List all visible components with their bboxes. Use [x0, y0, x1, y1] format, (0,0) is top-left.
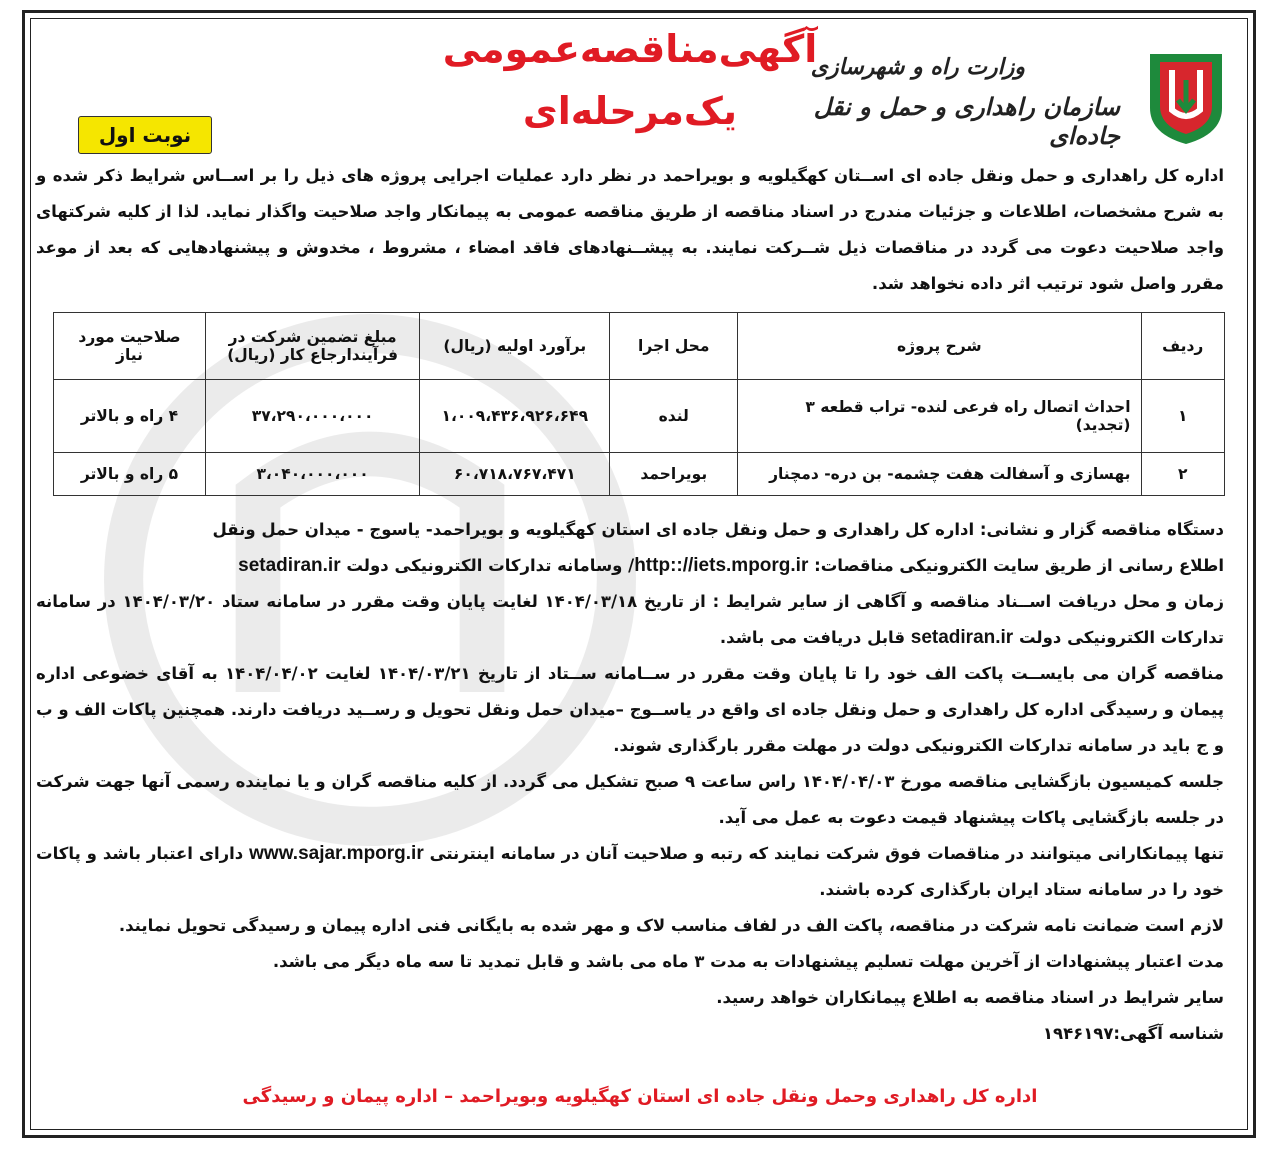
header-qualification: صلاحیت مورد نیاز — [54, 313, 206, 380]
title-line-1: آگهی‌مناقصه‌عمومی — [442, 27, 818, 71]
cell-row-number: ۲ — [1141, 453, 1224, 496]
envelope-submission: مناقصه گران می بایســت پاکت الف خود را تا پایان وقت مقرر در ســامانه ســتاد از تاریخ ۱۴۰۴/۰۳/۲۱ لغایت ۱۴۰۴/۰۴/۰۲ به آقای خضوعی اداره پیمان و رسیدگی اداره کل راهداری و حمل ونقل جاده ای واقع در یاســوج –میدان حمل ونقل تحویل و رســید دریافت دارند. همچنین پاکات الف و ب و ج باید در سامانه تدارکات الکترونیکی دولت در مهلت مقرر بارگذاری شوند. — [36, 664, 1224, 755]
header-guarantee: مبلغ تضمین شرکت در فرآیندارجاع کار (ریال) — [205, 313, 419, 380]
ministry-line-2: سازمان راهداری و حمل و نقل جاده‌ای — [813, 92, 1120, 150]
cell-estimate: ۱،۰۰۹،۴۳۶،۹۲۶،۶۴۹ — [420, 380, 610, 453]
title-line-2: یک‌مرحله‌ای — [522, 89, 738, 133]
document-receipt-text-2: قابل دریافت می باشد. — [719, 628, 911, 647]
other-conditions: سایر شرایط در اسناد مناقصه به اطلاع پیمانکاران خواهد رسید. — [716, 988, 1224, 1007]
header-description: شرح پروژه — [738, 313, 1141, 380]
eligibility-text: تنها پیمانکارانی میتوانند در مناقصات فوق شرکت نمایند که رتبه و صلاحیت آنان در سامانه اینترنتی — [423, 844, 1224, 863]
setadiran-link-2[interactable]: setadiran.ir — [910, 627, 1014, 648]
organizer-address: دستگاه مناقصه گزار و نشانی: اداره کل راهداری و حمل ونقل جاده ای استان کهگیلویه و بویراحمد- یاسوج - میدان حمل ونقل — [212, 520, 1224, 539]
intro-paragraph: اداره کل راهداری و حمل ونقل جاده ای اســتان کهگیلویه و بویراحمد در نظر دارد عملیات اجرایی پروژه های ذیل را بر اســاس شرایط ذکر شده و به شرح مشخصات، اطلاعات و جزئیات مندرج در اسناد مناقصه از طریق مناقصه عمومی به پیمانکار واجد صلاحیت واگذار نماید. لذا از کلیه شرکتهای واجد صلاحیت دعوت می گردد در مناقصات ذیل شــرکت نمایند. به پیشــنهادهای فاقد امضاء ، مشروط ، مخدوش و پیشنهادهایی که بعد از موعد مقرر واصل شود ترتیب اثر داده نخواهد شد. — [36, 166, 1224, 293]
iets-link[interactable]: http:://iets.mporg.ir — [634, 555, 809, 576]
page-title — [420, 18, 840, 142]
info-sites-text: اطلاع رسانی از طریق سایت الکترونیکی مناقصات: — [808, 556, 1224, 575]
cell-estimate: ۶۰،۷۱۸،۷۶۷،۴۷۱ — [420, 453, 610, 496]
sajar-link[interactable]: www.sajar.mporg.ir — [249, 843, 424, 864]
turn-badge: نوبت اول — [78, 116, 212, 154]
header — [40, 18, 1240, 148]
header-location: محل اجرا — [610, 313, 738, 380]
cell-guarantee: ۳،۰۴۰،۰۰۰،۰۰۰ — [205, 453, 419, 496]
body-text — [36, 512, 1224, 1052]
info-sites — [36, 548, 1224, 584]
cell-qualification: ۴ راه و بالاتر — [54, 380, 206, 453]
table-row — [54, 380, 1225, 453]
eligibility-text-2: دارای اعتبار باشد و پاکات خود را در سامانه ستاد ایران بارگذاری کرده باشند. — [36, 844, 1224, 899]
cell-description: بهسازی و آسفالت هفت چشمه- بن دره- دمچنار — [738, 453, 1141, 496]
document-receipt-text: زمان و محل دریافت اســناد مناقصه و آگاهی از سایر شرایط : از تاریخ ۱۴۰۴/۰۳/۱۸ لغایت پایان وقت مقرر در سامانه ستاد ۱۴۰۴/۰۳/۲۰ در سامانه تدارکات الکترونیکی دولت — [36, 592, 1224, 647]
cell-location: لنده — [610, 380, 738, 453]
cell-description: احداث اتصال راه فرعی لنده- تراب قطعه ۳ (تجدید) — [738, 380, 1141, 453]
signature: اداره کل راهداری وحمل ونقل جاده ای استان کهگیلویه وبویراحمد – اداره پیمان و رسیدگی — [242, 1086, 1038, 1107]
contractor-eligibility — [36, 836, 1224, 908]
cell-location: بویراحمد — [610, 453, 738, 496]
guarantee-note: لازم است ضمانت نامه شرکت در مناقصه، پاکت الف در لفاف مناسب لاک و مهر شده به بایگانی فنی اداره پیمان و رسیدگی تحویل نمایند. — [118, 916, 1224, 935]
opening-session: جلسه کمیسیون بازگشایی مناقصه مورخ ۱۴۰۴/۰۴/۰۳ راس ساعت ۹ صبح تشکیل می گردد. از کلیه مناقصه گران و یا نماینده رسمی آنها جهت شرکت در جلسه بازگشایی پاکات پیشنهاد قیمت دعوت به عمل می آید. — [36, 772, 1224, 827]
projects-table — [53, 312, 1225, 496]
cell-qualification: ۵ راه و بالاتر — [54, 453, 206, 496]
header-estimate: برآورد اولیه (ریال) — [420, 313, 610, 380]
cell-row-number: ۱ — [1141, 380, 1224, 453]
validity-note: مدت اعتبار پیشنهادات از آخرین مهلت تسلیم پیشنهادات به مدت ۳ ماه می باشد و قابل تمدید تا سه ماه دیگر می باشد. — [272, 952, 1224, 971]
table-header-row — [54, 313, 1225, 380]
table-row — [54, 453, 1225, 496]
info-sites-text-2: / وسامانه تدارکات الکترونیکی دولت — [340, 556, 635, 575]
header-row-number: ردیف — [1141, 313, 1224, 380]
road-organization-logo-icon — [1144, 46, 1228, 146]
cell-guarantee: ۳۷،۲۹۰،۰۰۰،۰۰۰ — [205, 380, 419, 453]
ad-id: شناسه آگهی:۱۹۴۶۱۹۷ — [1042, 1024, 1224, 1043]
setadiran-link[interactable]: setadiran.ir — [238, 555, 341, 576]
document-receipt — [36, 584, 1224, 656]
ministry-line-1: وزارت راه و شهرسازی — [810, 54, 1025, 80]
